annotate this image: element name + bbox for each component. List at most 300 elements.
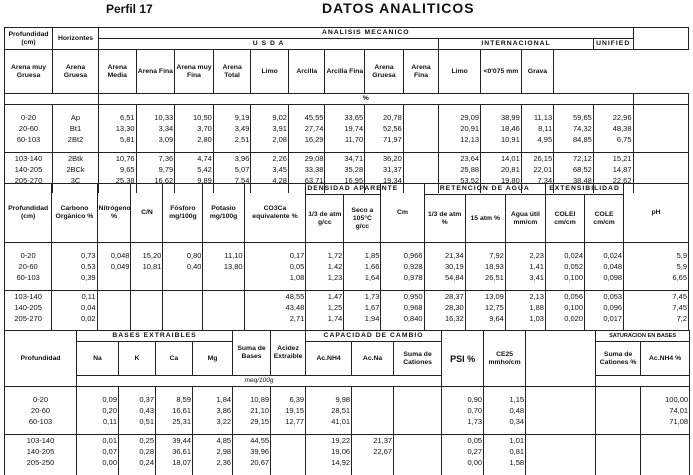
table-cell: 7,36 (136, 153, 175, 165)
t1-h-horizontes: Horizontes (53, 28, 99, 50)
table-cell (131, 272, 163, 283)
table-cell: 22,96 (593, 112, 633, 123)
table-cell: 103-140 (5, 153, 53, 165)
table-cell: 0,052 (545, 261, 584, 272)
table-cell: Ap (53, 112, 99, 123)
table-cell (97, 291, 131, 303)
table-cell: 0,020 (545, 313, 584, 324)
table-cell: 7,54 (213, 175, 251, 186)
table-cell: 16,95 (325, 175, 365, 186)
table-cell: 20,81 (481, 164, 522, 175)
table-row (5, 313, 689, 324)
table-cell (596, 457, 641, 468)
table-cell (163, 313, 203, 324)
table-cell: 11,10 (203, 250, 244, 261)
table-cell: 0,950 (381, 291, 424, 303)
table-cell: 54,84 (424, 272, 465, 283)
table-cell: 18,93 (465, 261, 505, 272)
table-cell: 48,38 (593, 123, 633, 134)
table-cell (526, 457, 596, 468)
table-cell: 13,30 (98, 123, 136, 134)
t1-h-grava: Grava (521, 50, 553, 94)
t1-group-usda: U S D A (98, 39, 438, 50)
table-cell: 0,40 (163, 261, 203, 272)
table-cell: 4,28 (251, 175, 289, 186)
table-cell (526, 446, 596, 457)
t3-header (5, 331, 690, 387)
t1-h-amg: Arena muy Gruesa (5, 50, 53, 94)
table-cell: 1,03 (505, 313, 545, 324)
table-cell: 36,20 (365, 153, 404, 165)
table-cell: 1,47 (306, 291, 344, 303)
row-gap (5, 468, 690, 475)
table-cell: 45,55 (288, 112, 325, 123)
t2-h-da13: 1/3 de atm g/cc (306, 195, 344, 243)
table-cell (352, 394, 394, 405)
table-cell: 0,53 (52, 261, 97, 272)
table-cell: 10,81 (131, 261, 163, 272)
table-cell: 33,65 (325, 112, 365, 123)
table-cell (526, 435, 596, 447)
table-cell: 0,02 (52, 313, 97, 324)
table-cell (394, 457, 442, 468)
table-cell: 10,33 (136, 112, 175, 123)
table-cell: 1,67 (344, 302, 381, 313)
t3-h-acnh4: Ac.NH4 (306, 342, 352, 376)
table-cell: 41,01 (306, 416, 352, 427)
table-cell: 1,41 (505, 261, 545, 272)
table-cell: 2,23 (505, 250, 545, 261)
t2-h-seco: Seco a 105°C g/cc (344, 195, 381, 243)
table-cell: 0,100 (545, 272, 584, 283)
table-cell: 0,053 (585, 291, 624, 303)
table-cell (394, 416, 442, 427)
t1-h-int-ag: Arena Gruesa (365, 50, 404, 94)
table-cell (97, 313, 131, 324)
table-cell: 11,70 (325, 134, 365, 145)
t3-h-acna: Ac.Na (352, 342, 394, 376)
table-cell: 0,17 (244, 250, 306, 261)
t3-h-mg: Mg (193, 342, 233, 376)
table-cell: 1,88 (505, 302, 545, 313)
table-cell: 27,74 (288, 123, 325, 134)
table-cell (163, 291, 203, 303)
table-cell: 0,05 (442, 435, 484, 447)
table-cell: 0,048 (585, 261, 624, 272)
table-cell: 44,55 (233, 435, 271, 447)
table-cell: 22,01 (521, 164, 553, 175)
t2-h-fosforo: Fósforo mg/100g (163, 184, 203, 243)
table-cell: 59,65 (554, 112, 594, 123)
table-cell: 10,50 (175, 112, 214, 123)
table-cell: 13,09 (465, 291, 505, 303)
table-cell: 19,34 (365, 175, 404, 186)
table-cell: 9,19 (213, 112, 251, 123)
t2-h-potasio: Potasio mg/100g (203, 184, 244, 243)
table-cell (596, 416, 641, 427)
t2-rows-group-a (5, 243, 689, 291)
table-row (5, 435, 690, 447)
t2-h-colei: COLEI cm/cm (545, 195, 584, 243)
table-cell (203, 302, 244, 313)
table-cell: 16,29 (288, 134, 325, 145)
table-cell: 7,92 (465, 250, 505, 261)
table-cell: 3,96 (213, 153, 251, 165)
table-cell (352, 416, 394, 427)
table-cell: 19,06 (306, 446, 352, 457)
table-cell: 1,73 (344, 291, 381, 303)
table-cell: 14,92 (306, 457, 352, 468)
page-title: DATOS ANALITICOS (322, 0, 475, 16)
table-cell: 19,74 (325, 123, 365, 134)
table-cell: 4,74 (175, 153, 214, 165)
table-cell: 28,51 (306, 405, 352, 416)
table-cell: 1,42 (306, 261, 344, 272)
t1-h-ag: Arena Gruesa (53, 50, 99, 94)
row-gap (5, 387, 690, 395)
table-cell: 68,52 (554, 164, 594, 175)
table-cell: 0,049 (97, 261, 131, 272)
table-cell: 1,84 (193, 394, 233, 405)
table-cell: 38,48 (554, 175, 594, 186)
table-cell: 0,80 (163, 250, 203, 261)
table-cell: 26,51 (465, 272, 505, 283)
table-cell: 74,32 (554, 123, 594, 134)
table-cell (131, 313, 163, 324)
t3-unit-meq: meq/100g (77, 376, 442, 387)
table-cell: 0,48 (484, 405, 526, 416)
t2-h-ph: pH (624, 184, 689, 243)
table-cell: 8,59 (156, 394, 193, 405)
table-cell: 0,34 (484, 416, 526, 427)
t1-column-headers (5, 50, 689, 105)
table-cell: 1,85 (344, 250, 381, 261)
t1-h-arcilla-fina: Arcilla Fina (325, 50, 365, 94)
table-row (5, 250, 689, 261)
table-cell: 7,45 (624, 291, 689, 303)
table-cell (641, 435, 690, 447)
table-cell: 1,58 (484, 457, 526, 468)
table-cell: 5,42 (175, 164, 214, 175)
table-cell: 22,67 (352, 446, 394, 457)
table-cell: 19,22 (306, 435, 352, 447)
t3-h-sat-suma: Suma de Cationes % (596, 342, 641, 376)
table-cell: 3,41 (505, 272, 545, 283)
table-cell: 12,77 (271, 416, 306, 427)
row-gap (5, 105, 689, 113)
table-cell: 5,9 (624, 250, 689, 261)
t2-h-cole: COLE cm/cm (585, 195, 624, 243)
table-cell: 5,07 (213, 164, 251, 175)
table-cell: 9,89 (175, 175, 214, 186)
table-cell: 2,26 (251, 153, 289, 165)
table-cell (271, 446, 306, 457)
table-cell: 16,62 (136, 175, 175, 186)
table-cell: 8,11 (521, 123, 553, 134)
table-cell: 3,49 (213, 123, 251, 134)
table-cell: 0-20 (5, 112, 53, 123)
table-cell: 20,67 (233, 457, 271, 468)
table-cell: 0,928 (381, 261, 424, 272)
table-cell (596, 446, 641, 457)
t2-h-profundidad: Profundidad (cm) (5, 184, 52, 243)
table-cell: 3,70 (175, 123, 214, 134)
table-cell: 140-205 (5, 302, 52, 313)
table-cell: 5,9 (624, 261, 689, 272)
table-cell: 205-270 (5, 313, 52, 324)
table-cell: 0,968 (381, 302, 424, 313)
table-cell: 21,37 (352, 435, 394, 447)
table-cell: 29,09 (439, 112, 481, 123)
table-cell: 4,95 (521, 134, 553, 145)
table-cell: 72,12 (554, 153, 594, 165)
t2-rows-group-b (5, 291, 689, 332)
table-cell: 43,48 (244, 302, 306, 313)
table-cell: 0,096 (585, 302, 624, 313)
table-cell (203, 272, 244, 283)
profile-label: Perfil 17 (106, 2, 153, 16)
table-cell: 20-60 (5, 405, 77, 416)
t1-h-am: Arena Media (98, 50, 136, 94)
t1-empty-col (633, 28, 688, 50)
bases-exchange-table (4, 330, 690, 475)
table-cell: 39,96 (233, 446, 271, 457)
table-cell: 100,00 (641, 394, 690, 405)
table-cell: 0,00 (77, 457, 119, 468)
table-cell: 1,23 (306, 272, 344, 283)
table-cell: 0-20 (5, 250, 52, 261)
table-cell: 0,098 (585, 272, 624, 283)
table-cell: 9,79 (136, 164, 175, 175)
table-cell: 34,71 (325, 153, 365, 165)
table-cell: 74,01 (641, 405, 690, 416)
table-cell: 22,62 (593, 175, 633, 186)
table-cell (596, 435, 641, 447)
table-cell: 0,056 (545, 291, 584, 303)
table-cell: 2,36 (193, 457, 233, 468)
table-cell: 6,75 (593, 134, 633, 145)
table-cell: 1,74 (306, 313, 344, 324)
table-cell: 2,51 (213, 134, 251, 145)
table-cell: 10,91 (481, 134, 522, 145)
t1-group-unified: UNIFIED (593, 39, 633, 50)
t1-header (5, 28, 689, 50)
table-cell: 0-20 (5, 394, 77, 405)
table-cell (352, 457, 394, 468)
table-row (5, 405, 690, 416)
t2-header (5, 184, 689, 243)
table-row (5, 134, 689, 145)
table-cell (97, 272, 131, 283)
table-cell (526, 394, 596, 405)
table-row (5, 153, 689, 165)
table-row (5, 291, 689, 303)
table-cell (403, 153, 439, 165)
table-cell: 0,00 (442, 457, 484, 468)
t1-h-limo: Limo (251, 50, 289, 94)
table-cell: 6,51 (98, 112, 136, 123)
table-cell: 71,97 (365, 134, 404, 145)
table-cell: 3,34 (136, 123, 175, 134)
table-cell: 0,09 (77, 394, 119, 405)
table-cell: 29,15 (233, 416, 271, 427)
table-cell: 15,20 (131, 250, 163, 261)
t3-rows-group-b (5, 435, 690, 475)
table-cell: 9,02 (251, 112, 289, 123)
table-cell: 28,30 (424, 302, 465, 313)
table-cell: 26,15 (521, 153, 553, 165)
table-cell: 0,90 (442, 394, 484, 405)
t3-h-profundidad: Profundidad (5, 331, 77, 387)
table-cell (633, 123, 688, 134)
table-cell: 0,27 (442, 446, 484, 457)
table-cell: 25,88 (439, 164, 481, 175)
table-cell: 19,80 (481, 175, 522, 186)
table-cell: 2,13 (505, 291, 545, 303)
table-cell: 0,25 (119, 435, 156, 447)
table-cell: 28,37 (424, 291, 465, 303)
table-cell: 0,28 (119, 446, 156, 457)
table-cell (633, 112, 688, 123)
table-cell (394, 394, 442, 405)
t3-group-bases: BASES EXTRAIBLES (77, 331, 233, 342)
t1-h-at: Arena Total (213, 50, 251, 94)
row-gap (5, 283, 689, 291)
t3-h-ca: Ca (156, 342, 193, 376)
table-cell: 30,19 (424, 261, 465, 272)
table-cell: 0,017 (585, 313, 624, 324)
table-cell: 0,05 (244, 261, 306, 272)
table-cell: 1,66 (344, 261, 381, 272)
t3-h-ce25: CE25 mmho/cm (484, 331, 526, 387)
table-cell: 3,09 (136, 134, 175, 145)
table-row (5, 112, 689, 123)
table-cell: 3,22 (193, 416, 233, 427)
table-cell: 2,08 (251, 134, 289, 145)
table-cell: 0,024 (545, 250, 584, 261)
table-cell: 10,89 (233, 394, 271, 405)
table-cell: 2BCk (53, 164, 99, 175)
table-cell: 84,85 (554, 134, 594, 145)
table-cell (403, 112, 439, 123)
table-cell: 2Btk (53, 153, 99, 165)
table-cell: 12,75 (465, 302, 505, 313)
table-cell (403, 134, 439, 145)
table-cell (526, 416, 596, 427)
t2-h-ret15: 15 atm % (465, 195, 505, 243)
table-cell (633, 134, 688, 145)
table-cell: Bt1 (53, 123, 99, 134)
t3-h-suma-bases: Suma de Bases (233, 331, 271, 376)
table-row (5, 446, 690, 457)
table-cell: 36,61 (156, 446, 193, 457)
table-cell: 3C (53, 175, 99, 186)
table-cell: 20-60 (5, 123, 53, 134)
table-cell: 60-103 (5, 416, 77, 427)
table-cell: 1,08 (244, 272, 306, 283)
table-cell: 0,37 (119, 394, 156, 405)
t2-h-co3ca: CO3Ca equivalente % (244, 184, 306, 243)
table-cell (131, 302, 163, 313)
t2-h-agua-util: Agua útil mm/cm (505, 195, 545, 243)
table-cell: 0,100 (545, 302, 584, 313)
table-cell: 0,11 (52, 291, 97, 303)
table-row (5, 123, 689, 134)
table-cell: 0,01 (77, 435, 119, 447)
table-cell: 20,91 (439, 123, 481, 134)
table-cell: 3,86 (193, 405, 233, 416)
table-cell: 7,34 (521, 175, 553, 186)
table-cell: 0,73 (52, 250, 97, 261)
table-cell: 103-140 (5, 291, 52, 303)
t1-h-profundidad: Profundidad (cm) (5, 28, 53, 50)
table-cell: 16,61 (156, 405, 193, 416)
table-cell: 5,81 (98, 134, 136, 145)
table-cell: 7,45 (624, 302, 689, 313)
table-cell (633, 153, 688, 165)
table-row (5, 164, 689, 175)
table-cell: 12,13 (439, 134, 481, 145)
table-cell: 25,31 (156, 416, 193, 427)
t1-h-arcilla: Arcilla (288, 50, 325, 94)
table-cell (596, 405, 641, 416)
row-gap (5, 427, 690, 435)
table-cell: 18,07 (156, 457, 193, 468)
row-gap (5, 243, 689, 251)
table-cell: 1,72 (306, 250, 344, 261)
t3-h-suma-cationes: Suma de Cationes (394, 342, 442, 376)
table-cell: 60-103 (5, 134, 53, 145)
table-cell: 29,08 (288, 153, 325, 165)
table-cell: 7,2 (624, 313, 689, 324)
t1-h-int-af: Arena Fina (403, 50, 439, 94)
table-cell (641, 446, 690, 457)
table-cell (403, 123, 439, 134)
table-row (5, 416, 690, 427)
table-cell: 0,43 (119, 405, 156, 416)
table-cell: 0,24 (119, 457, 156, 468)
table-cell: 11,13 (521, 112, 553, 123)
table-cell: 19,15 (271, 405, 306, 416)
table-cell: 18,46 (481, 123, 522, 134)
table-cell: 140-205 (5, 446, 77, 457)
table-cell: 0,70 (442, 405, 484, 416)
t3-rows-group-a (5, 387, 690, 435)
table-cell (394, 405, 442, 416)
table-cell (352, 405, 394, 416)
t3-h-k: K (119, 342, 156, 376)
table-cell: 205-270 (5, 175, 53, 186)
t1-h-unified: <0'075 mm (481, 50, 522, 94)
table-cell: 25,38 (98, 175, 136, 186)
t2-group-extensibilidad: EXTENSIBILIDAD (545, 184, 623, 195)
table-cell: 0,966 (381, 250, 424, 261)
table-cell: 15,21 (593, 153, 633, 165)
table-cell: 31,37 (365, 164, 404, 175)
table-cell: 39,44 (156, 435, 193, 447)
table-cell: 0,048 (97, 250, 131, 261)
table-cell: 0,51 (119, 416, 156, 427)
table-cell: 63,71 (288, 175, 325, 186)
t1-percent-row: % (98, 94, 633, 105)
t2-h-cm: Cm (381, 184, 424, 243)
table-cell: 20,78 (365, 112, 404, 123)
table-row (5, 394, 690, 405)
t3-h-sat-acnh4: Ac.NH4 % (641, 342, 690, 376)
t2-h-cn: C/N (131, 184, 163, 243)
table-cell: 48,55 (244, 291, 306, 303)
table-cell: 1,64 (344, 272, 381, 283)
